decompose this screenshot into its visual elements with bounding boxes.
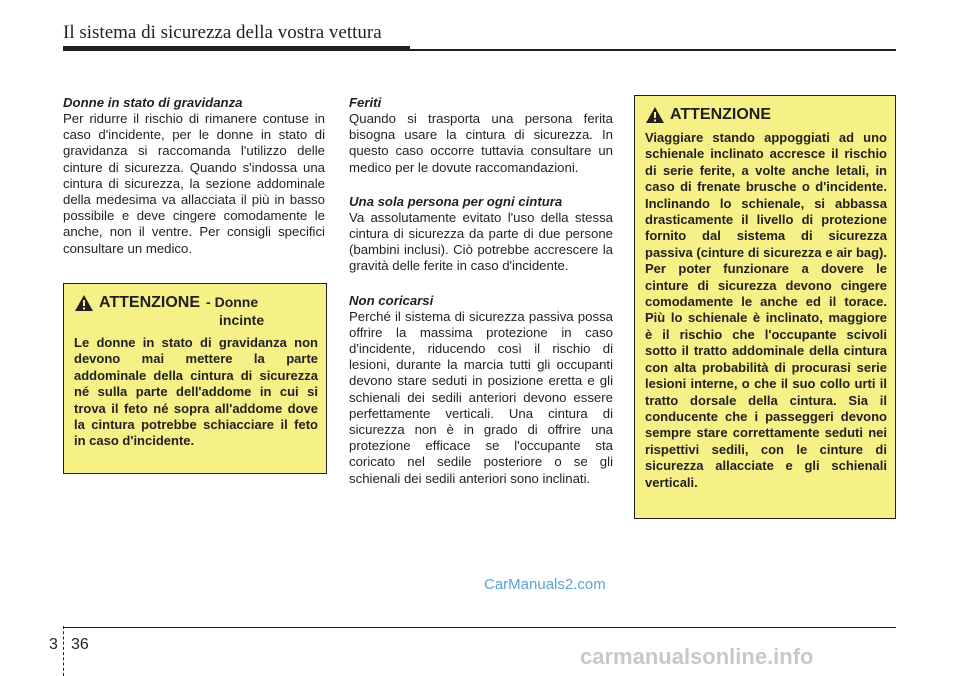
watermark-link[interactable]: CarManuals2.com [484,576,606,593]
warning-title: ATTENZIONE [99,294,201,311]
warning-triangle-icon [74,294,94,312]
warning-text-reclined: Viaggiare stando appoggiati ad uno schienale inclinato accresce il rischio di serie ferite, a volte anche letali, in caso di frenate brusche o d'incidente. Inclinando lo schienale, si abbassa drasticamente il livello di protezione fornito dal sistema di sicurezza passiva (cinture di sicurezza e air bag). Per poter funzionare a dovere le cinture di sicurezza devono cingere comodamente le anche ed il torace. Più lo schienale è inclinato, maggiore è il rischio che l'occupante scivoli sotto il tratto addominale della cintura con alta probabilità di procurasi serie lesioni interne, o che il suo collo urti il tratto dorsale della cintura. Sia il conducente che i passeggeri devono sempre stare correttamente seduti nei rispettivi sedili, con le cinture di sicurezza allacciate e gli schienali verticali. [645,130,887,490]
footer-rule [63,627,896,628]
warning-subtitle-1: - Donne [206,294,259,310]
footer-brand-watermark: carmanualsonline.info [580,644,814,669]
page-number: 36 [71,636,89,653]
page-header-title: Il sistema di sicurezza della vostra vettura [63,22,382,43]
section-heading-one-person: Una sola persona per ogni cintura [349,193,563,209]
warning-text-pregnancy: Le donne in stato di gravidanza non devono mai mettere la parte addominale della cintura di sicurezza né sulla parte dell'addome in cui si trova il feto né sopra all'addome dove la cintura potrebbe schiacciare il feto in caso d'incidente. [74,335,318,449]
section-text-no-lying: Perché il sistema di sicurezza passiva possa offrire la massima protezione in caso d'incidente, riducendo così il rischio di lesioni, durante la marcia tutti gli occupanti devono stare seduti in posizione eretta e gli schienali dei sedili anteriori devono essere perfettamente verticali. Una cintura di sicurezza non è in grado di offrire una protezione efficace se l'occupante sta coricato nel sedile posteriore o se gli schienali dei sedili anteriori sono inclinati. [349,308,613,486]
section-text-injured: Quando si trasporta una persona ferita bisogna usare la cintura di sicurezza. In questo caso occorre tuttavia consultare un medico per le dovute raccomandazioni. [349,111,613,175]
header-rule [63,46,410,51]
section-text-pregnancy: Per ridurre il rischio di rimanere contuse in caso d'incidente, per le donne in stato di gravidanza si raccomanda l'utilizzo delle cinture di sicurezza. Quando s'indossa una cintura di sicurezza, la sezione addominale della medesima va allacciata il più in basso possibile e deve cingere comodamente le anche, non il ventre. Per consigli specifici consultare un medico. [63,111,325,256]
section-heading-no-lying: Non coricarsi [349,292,434,308]
header-rule-thin [410,49,896,51]
section-text-one-person: Va assolutamente evitato l'uso della stessa cintura di sicurezza da parte di due persone (bambini inclusi). Ciò potrebbe accrescere la gravità delle ferite in caso d'incidente. [349,209,613,274]
warning-box-pregnancy [63,283,327,474]
page-number-divider [63,626,64,676]
warning-triangle-icon [645,106,665,124]
warning-box-reclined [634,95,896,519]
section-number: 3 [49,636,58,653]
warning-subtitle-2: incinte [219,312,265,328]
column-middle [349,95,613,487]
section-heading-injured: Feriti [349,95,382,110]
column-left [63,95,325,257]
section-heading-pregnancy: Donne in stato di gravidanza [63,95,243,110]
warning-title: ATTENZIONE [670,106,772,123]
